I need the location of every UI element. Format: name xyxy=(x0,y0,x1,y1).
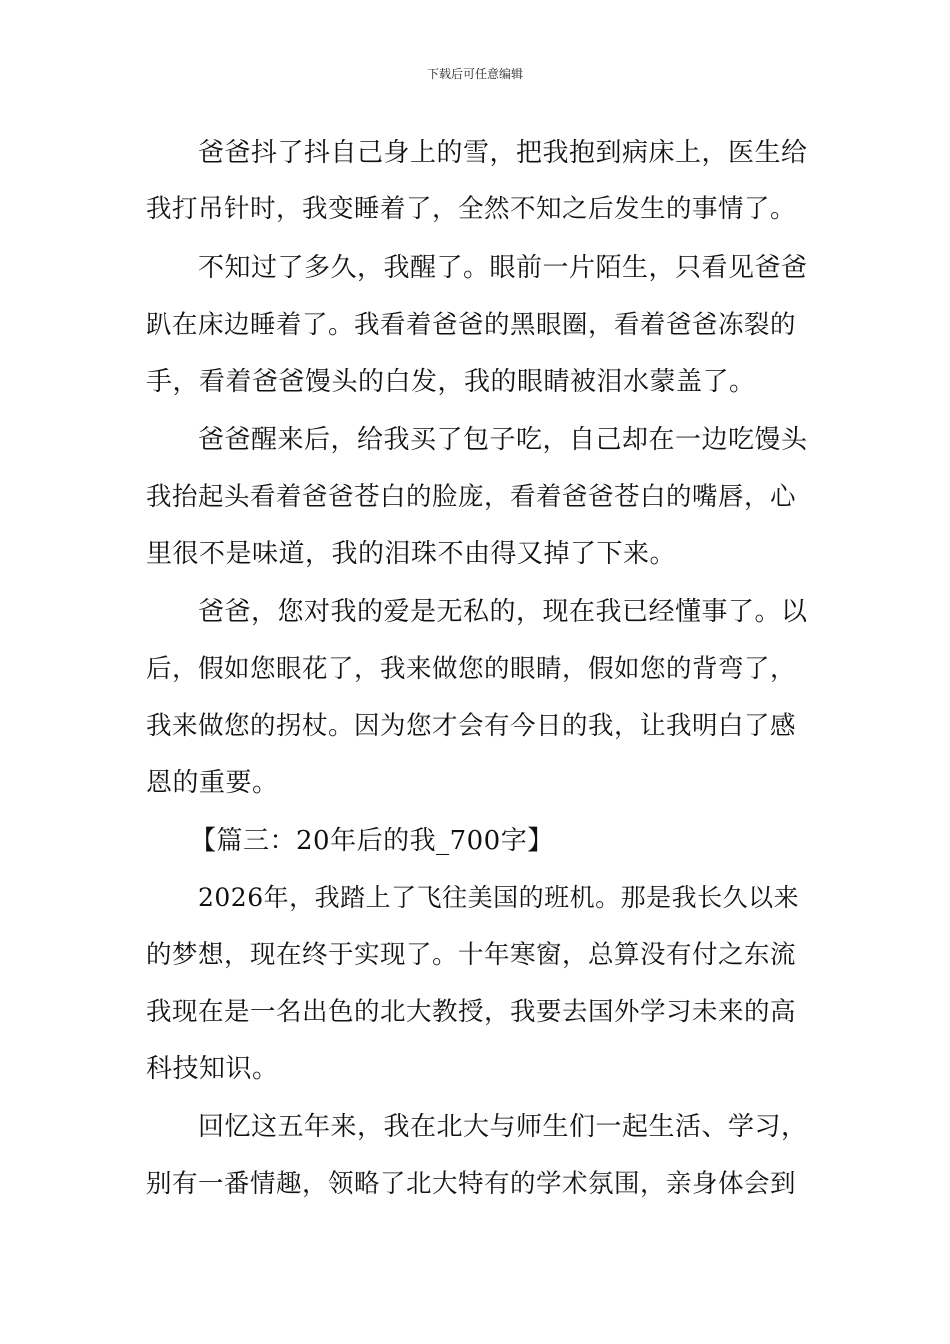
text-line: 爸爸，您对我的爱是无私的，现在我已经懂事了。以 xyxy=(198,597,808,627)
page-header: 下载后可任意编辑 xyxy=(426,67,523,81)
text-line: 不知过了多久，我醒了。眼前一片陌生，只看见爸爸 xyxy=(198,253,808,283)
text-line: 里很不是味道，我的泪珠不由得又掉了下来。 xyxy=(146,539,677,569)
text-line: 我抬起头看着爸爸苍白的脸庞，看着爸爸苍白的嘴唇，心 xyxy=(146,482,797,512)
text-line: 别有一番情趣，领略了北大特有的学术氛围，亲身体会到 xyxy=(146,1169,797,1199)
text-line: 我现在是一名出色的北大教授，我要去国外学习未来的高 xyxy=(146,997,797,1027)
text-line: 趴在床边睡着了。我看着爸爸的黑眼圈，看着爸爸冻裂的 xyxy=(146,310,797,340)
text-line: 我打吊针时，我变睡着了，全然不知之后发生的事情了。 xyxy=(146,194,797,224)
text-line: 2026年，我踏上了飞往美国的班机。那是我长久以来 xyxy=(198,883,800,912)
text-line: 我来做您的拐杖。因为您才会有今日的我，让我明白了感 xyxy=(146,711,797,741)
text-line: 手，看着爸爸馒头的白发，我的眼睛被泪水蒙盖了。 xyxy=(146,367,756,397)
text-line: 爸爸抖了抖自己身上的雪，把我抱到病床上，医生给 xyxy=(198,138,808,168)
text-line: 恩的重要。 xyxy=(146,768,279,798)
text-line: 爸爸醒来后，给我买了包子吃，自己却在一边吃馒头 xyxy=(198,425,808,455)
text-line: 回忆这五年来，我在北大与师生们一起生活、学习， xyxy=(198,1112,808,1142)
section-heading: 【篇三：20年后的我_700字】 xyxy=(190,826,554,856)
text-line: 科技知识。 xyxy=(146,1054,279,1084)
text-line: 后，假如您眼花了，我来做您的眼睛，假如您的背弯了， xyxy=(146,654,797,684)
text-line: 的梦想，现在终于实现了。十年寒窗，总算没有付之东流 xyxy=(146,940,797,970)
